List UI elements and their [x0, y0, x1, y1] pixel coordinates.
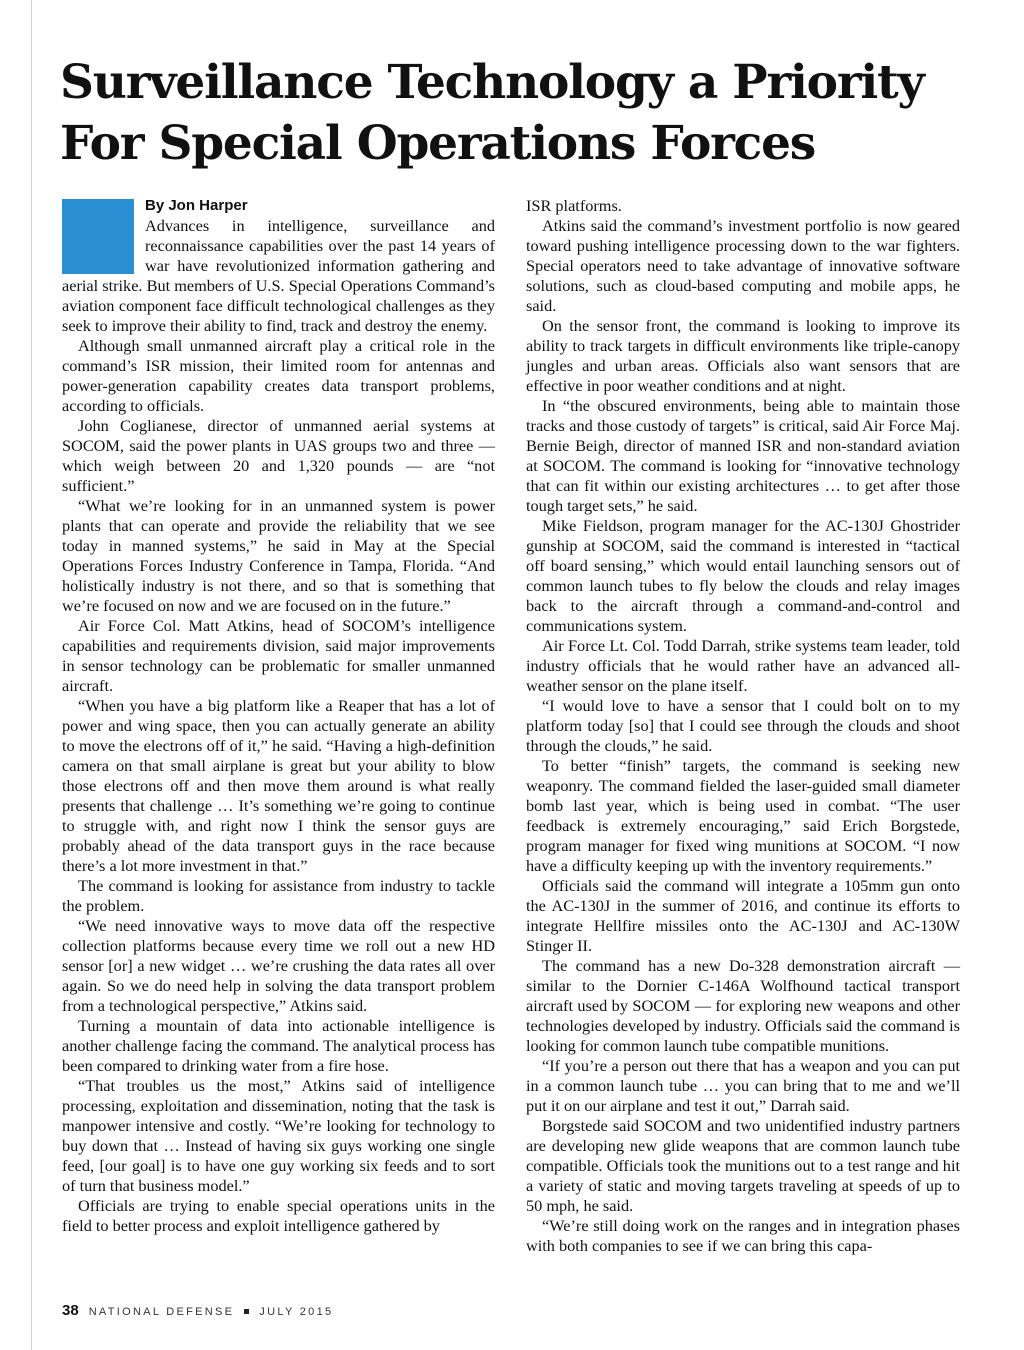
paragraph: “That troubles us the most,” Atkins said of intelligence processing, exploitation and dissemination, noting that the task is manpower intensive and costly. “We’re looking for technology to buy down that … Instead of having six guys working one single feed, [our goal] is to have one guy working six feeds and to sort of turn that business model.”	[62, 1076, 495, 1195]
article-headline	[60, 52, 980, 174]
paragraph: Borgstede said SOCOM and two unidentified industry partners are developing new glide weapons that are common launch tube compatible. Officials took the munitions out to a test range and hit a variety of static and moving targets traveling at speeds of up to 50 mph, he said.	[526, 1116, 960, 1215]
paragraph: “If you’re a person out there that has a weapon and you can put in a common launch tube … you can bring that to me and we’ll put it on our airplane and test it out,” Darrah said.	[526, 1056, 960, 1115]
left-column	[62, 196, 495, 1236]
paragraph: In “the obscured environments, being able to maintain those tracks and those custody of targets” is critical, said Air Force Maj. Bernie Beigh, director of manned ISR and non-standard aviation at SOCOM. The command is looking for “innovative technology that can fit within our existing architectures … to get after those tough target sets,” he said.	[526, 396, 960, 515]
paragraph: Officials said the command will integrate a 105mm gun onto the AC-130J in the summer of 2016, and continue its efforts to integrate Hellfire missiles onto the AC-130J and AC-130W Stinger II.	[526, 876, 960, 955]
paragraph: Officials are trying to enable special operations units in the field to better process and exploit intelligence gathered by	[62, 1196, 495, 1235]
headline-line-2: For Special Operations Forces	[60, 116, 816, 171]
page-footer	[62, 1302, 333, 1319]
paragraph: Turning a mountain of data into actionable intelligence is another challenge facing the command. The analytical process has been compared to drinking water from a fire hose.	[62, 1016, 495, 1075]
paragraph: On the sensor front, the command is looking to improve its ability to track targets in difficult environments like triple-canopy jungles and urban areas. Officials also want sensors that are effective in poor weather conditions and at night.	[526, 316, 960, 395]
paragraph: Air Force Col. Matt Atkins, head of SOCOM’s intelligence capabilities and requirements division, said major improvements in sensor technology can be problematic for smaller unmanned aircraft.	[62, 616, 495, 695]
headline-line-1: Surveillance Technology a Priority	[60, 55, 924, 110]
paragraph: To better “finish” targets, the command is seeking new weaponry. The command fielded the laser-guided small diameter bomb last year, which is being used in combat. “The user feedback is extremely encouraging,” said Erich Borgstede, program manager for fixed wing munitions at SOCOM. “I now have a difficulty keeping up with the inventory requirements.”	[526, 756, 960, 875]
page-margin-rule	[31, 0, 32, 1350]
page-number: 38	[62, 1302, 79, 1319]
paragraph: Although small unmanned aircraft play a critical role in the command’s ISR mission, their limited room for antennas and power-generation capability creates data transport problems, according to officials.	[62, 336, 495, 415]
separator-square-icon	[244, 1309, 249, 1314]
paragraph-continuation: ISR platforms.	[526, 196, 622, 215]
paragraph: Air Force Lt. Col. Todd Darrah, strike systems team leader, told industry officials that he would rather have an advanced all-weather sensor on the plane itself.	[526, 636, 960, 695]
right-column	[526, 196, 960, 1256]
publication-name: NATIONAL DEFENSE	[88, 1306, 235, 1318]
byline-block	[62, 196, 495, 336]
paragraph: Mike Fieldson, program manager for the AC-130J Ghostrider gunship at SOCOM, said the command is interested in “tactical off board sensing,” which would entail launching sensors out of common launch tubes to fly below the clouds and relay images back to the aircraft through a command-and-control and communications system.	[526, 516, 960, 635]
section-color-block	[62, 199, 134, 274]
paragraph: John Coglianese, director of unmanned aerial systems at SOCOM, said the power plants in UAS groups two and three — which weigh between 20 and 1,320 pounds — are “not sufficient.”	[62, 416, 495, 495]
paragraph: “I would love to have a sensor that I could bolt on to my platform today [so] that I could see through the clouds and shoot through the clouds,” he said.	[526, 696, 960, 755]
paragraph: “We need innovative ways to move data off the respective collection platforms because every time we roll out a new HD sensor [or] a new widget … we’re crushing the data rates all over again. So we do need help in solving the data transport problem from a technological perspective,” Atkins said.	[62, 916, 495, 1015]
issue-date: JULY 2015	[259, 1306, 334, 1318]
paragraph: “We’re still doing work on the ranges and in integration phases with both companies to see if we can bring this capa-	[526, 1216, 960, 1255]
paragraph: Atkins said the command’s investment portfolio is now geared toward pushing intelligence processing down to the war fighters. Special operators need to take advantage of innovative software solutions, such as cloud-based computing and mobile apps, he said.	[526, 216, 960, 315]
paragraph: “What we’re looking for in an unmanned system is power plants that can operate and provide the reliability that we see today in manned systems,” he said in May at the Special Operations Forces Industry Conference in Tampa, Florida. “And holistically industry is not there, and so that is something that we’re focused on now and we are focused on in the future.”	[62, 496, 495, 615]
byline: By Jon Harper	[145, 197, 248, 214]
paragraph: The command is looking for assistance from industry to tackle the problem.	[62, 876, 495, 915]
paragraph: The command has a new Do-328 demonstration aircraft — similar to the Dornier C-146A Wolfhound tactical transport aircraft used by SOCOM — for exploring new weapons and other technologies developed by industry. Officials said the command is looking for common launch tube compatible munitions.	[526, 956, 960, 1055]
paragraph: “When you have a big platform like a Reaper that has a lot of power and wing space, then you can actually generate an ability to move the electrons off of it,” he said. “Having a high-definition camera on that small airplane is great but your ability to blow those electrons off and then move them around is what really presents that challenge … It’s something we’re going to continue to struggle with, and right now I think the sensor guys are probably ahead of the data transport guys in the race because there’s a lot more investment in that.”	[62, 696, 495, 875]
paragraph: Advances in intelligence, surveillance and reconnaissance capabilities over the past 14 years of war have revolutionized information gathering and aerial strike. But members of U.S. Special Operations Command’s aviation component face difficult technological challenges as they seek to improve their ability to find, track and destroy the enemy.	[62, 216, 495, 335]
